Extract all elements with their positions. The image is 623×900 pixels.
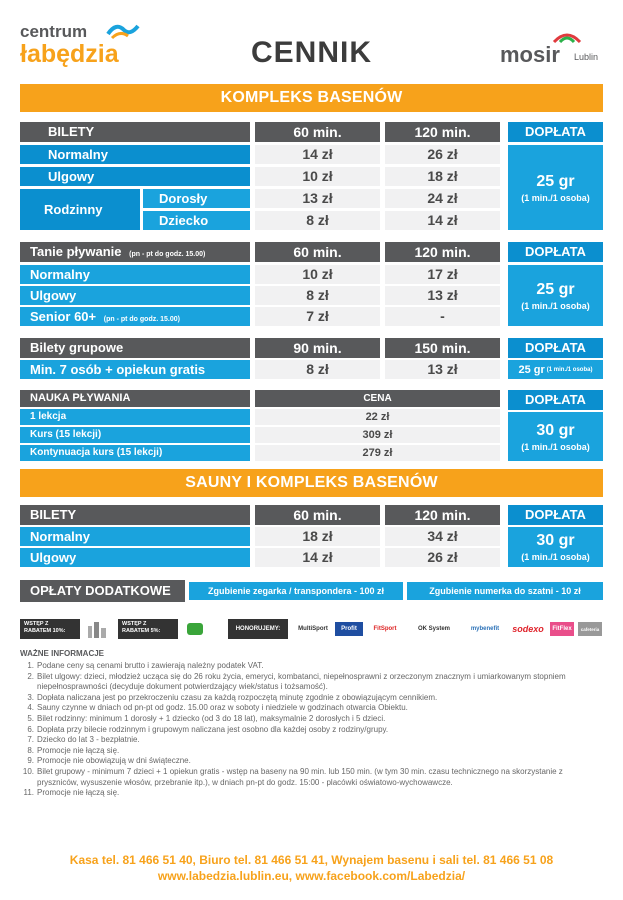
note-number: 5. <box>27 713 34 723</box>
s4-row-3: Kontynuacja kurs (15 lekcji) <box>20 445 250 461</box>
s3-grupowe-90: 8 zł <box>255 360 380 379</box>
s5-ulgowy-60: 14 zł <box>255 548 380 567</box>
s1-row-dorosly: Dorosły <box>143 189 250 208</box>
s5-row-ulgowy: Ulgowy <box>20 548 250 567</box>
s2-dop-note: (1 min./1 osoba) <box>521 300 590 311</box>
note-item <box>20 661 600 672</box>
s5-row-normalny: Normalny <box>20 527 250 546</box>
s1-row-normalny: Normalny <box>20 145 250 164</box>
page-title: CENNIK <box>250 36 372 69</box>
s5-normalny-120: 34 zł <box>385 527 500 546</box>
note-text: Dziecko do lat 3 - bezpłatnie. <box>37 735 140 745</box>
s4-price-3: 279 zł <box>255 445 500 461</box>
fee-ticket: Zgubienie numerka do szatni - 10 zł <box>407 582 603 600</box>
s1-dorosly-120: 24 zł <box>385 189 500 208</box>
note-text: Promocje nie łączą się. <box>37 745 120 755</box>
s4-price-1: 22 zł <box>255 409 500 425</box>
fees-label: OPŁATY DODATKOWE <box>20 580 185 602</box>
honor-label: HONORUJEMY: <box>228 619 288 639</box>
note-text: Dopłata naliczana jest po przekroczeniu czasu za każdą rozpoczętą minutę zgodnie z obowiązującym cennikiem. <box>37 692 438 702</box>
note-item <box>20 725 600 736</box>
s4-row-2: Kurs (15 lekcji) <box>20 427 250 443</box>
s2-dop-value: 25 gr <box>536 280 575 298</box>
note-text: Sauny czynne w dniach od pn-pt od godz. 15.00 oraz w soboty i niedziele w godzinach otwarcia Obiektu. <box>37 703 408 713</box>
note-item <box>20 693 600 704</box>
note-text: Promocje nie łączą się. <box>37 788 120 798</box>
notes-title: WAŻNE INFORMACJE <box>20 649 104 658</box>
s2-col1: 60 min. <box>255 242 380 262</box>
s4-price-2: 309 zł <box>255 427 500 443</box>
note-text: Promocje nie obowiązują w dni świąteczne. <box>37 756 191 766</box>
s1-dorosly-60: 13 zł <box>255 189 380 208</box>
s5-dop-value: 30 gr <box>536 532 575 549</box>
note-text: Bilet rodzinny: minimum 1 dorosły + 1 dziecko (od 3 do 18 lat), maksymalnie 2 dorosłych i 5 dzieci. <box>37 713 386 723</box>
s4-dop-note: (1 min./1 osoba) <box>521 441 590 452</box>
logo-text-line2: łabędzia <box>20 40 119 68</box>
s5-col2: 120 min. <box>385 505 500 525</box>
s5-col1: 60 min. <box>255 505 380 525</box>
note-number: 1. <box>27 661 34 670</box>
discount-10-label: WSTĘP Z RABATEM 10%: <box>20 619 80 639</box>
s3-dop-note: (1 min./1 osoba) <box>546 366 593 373</box>
note-number: 3. <box>27 692 34 702</box>
s3-col1: 90 min. <box>255 338 380 358</box>
s1-header-label: BILETY <box>20 122 250 142</box>
brand-fitsport: FitSport <box>373 626 397 632</box>
s2-header-title: Tanie pływanie <box>30 244 122 259</box>
s2-dop-label: DOPŁATA <box>508 242 603 262</box>
s2-normalny-60: 10 zł <box>255 265 380 284</box>
brand-sodexo: sodexo <box>512 624 544 634</box>
s2-dop-body <box>508 265 603 326</box>
footer-links[interactable]: www.labedzia.lublin.eu, www.facebook.com/Labedzia/ <box>157 869 466 883</box>
s2-row-senior <box>20 307 250 326</box>
logo-centrum-labedzia <box>20 20 150 70</box>
s4-header-label: NAUKA PŁYWANIA <box>20 390 250 407</box>
partner-badge-icon <box>186 620 204 638</box>
note-number: 2. <box>27 671 34 681</box>
s5-dop-note: (1 min./1 osoba) <box>521 552 590 562</box>
mosir-subtext: Lublin <box>574 52 599 62</box>
s2-header-label <box>20 242 250 262</box>
s2-senior-label: Senior 60+ <box>30 309 97 324</box>
s4-dop-body <box>508 412 603 461</box>
s4-dop-value: 30 gr <box>536 421 575 439</box>
s1-dziecko-120: 14 zł <box>385 211 500 230</box>
s5-normalny-60: 18 zł <box>255 527 380 546</box>
s3-dop-body <box>508 360 603 379</box>
note-item <box>20 788 600 799</box>
s1-ulgowy-60: 10 zł <box>255 167 380 186</box>
s4-dop-label: DOPŁATA <box>508 390 603 410</box>
mosir-text: mosir <box>500 42 560 67</box>
s3-header-label: Bilety grupowe <box>20 338 250 358</box>
s5-dop-body <box>508 527 603 567</box>
s1-dop-body <box>508 145 603 230</box>
s3-col2: 150 min. <box>385 338 500 358</box>
s1-col2: 120 min. <box>385 122 500 142</box>
brand-profit: Profit <box>335 622 363 636</box>
s3-dop-value: 25 gr <box>518 363 545 376</box>
s1-dop-value: 25 gr <box>536 172 575 190</box>
s4-row-1: 1 lekcja <box>20 409 250 425</box>
note-number: 8. <box>27 745 34 755</box>
note-number: 9. <box>27 756 34 766</box>
s1-normalny-120: 26 zł <box>385 145 500 164</box>
s2-senior-note: (pn - pt do godz. 15.00) <box>103 316 180 323</box>
note-item <box>20 714 600 725</box>
discount-5-label: WSTĘP Z RABATEM 5%: <box>118 619 178 639</box>
logo-text-line1: centrum <box>20 22 88 41</box>
brand-cafeteria: cafeteria <box>578 622 602 636</box>
note-item <box>20 672 600 693</box>
note-text: Podane ceny są cenami brutto i zawierają należny podatek VAT. <box>37 661 264 670</box>
s3-row-grupowe: Min. 7 osób + opiekun gratis <box>20 360 250 379</box>
s1-row-dziecko: Dziecko <box>143 211 250 230</box>
footer-phones: Kasa tel. 81 466 51 40, Biuro tel. 81 466 51 41, Wynajem basenu i sali tel. 81 466 51 08 <box>69 853 554 867</box>
note-number: 10. <box>22 766 34 776</box>
banner-kompleks-basenow: KOMPLEKS BASENÓW <box>20 84 603 112</box>
s5-header-label: BILETY <box>20 505 250 525</box>
s4-col-cena: CENA <box>255 390 500 407</box>
partner-building-icon <box>86 620 110 638</box>
s3-grupowe-150: 13 zł <box>385 360 500 379</box>
note-item <box>20 746 600 757</box>
s3-dop-label: DOPŁATA <box>508 338 603 358</box>
logo-mosir <box>496 30 606 70</box>
note-item <box>20 735 600 746</box>
s2-row-ulgowy: Ulgowy <box>20 286 250 305</box>
fee-watch: Zgubienie zegarka / transpondera - 100 zł <box>189 582 403 600</box>
s1-dop-label: DOPŁATA <box>508 122 603 142</box>
s1-col1: 60 min. <box>255 122 380 142</box>
s1-row-rodzinny: Rodzinny <box>20 189 140 230</box>
note-number: 7. <box>27 735 34 745</box>
note-text: Dopłata przy bilecie rodzinnym i grupowym naliczana jest osobno dla każdej osoby z rodziny/grupy. <box>37 724 389 734</box>
note-text: Bilet grupowy - minimum 7 dzieci + 1 opiekun gratis - wstęp na baseny na 90 min. lub 150 min. (w tym 30 min. czasu technicznego na skorzystanie z pryszniców, wysuszenie włosów, przebranie itp.), w dniach pn-pt do godz. 15:00 - placówki oświatowo-wychowawcze. <box>37 766 563 787</box>
brand-fitflex: FitFlex <box>550 622 574 636</box>
s1-ulgowy-120: 18 zł <box>385 167 500 186</box>
s1-dziecko-60: 8 zł <box>255 211 380 230</box>
note-item <box>20 703 600 714</box>
s2-senior-120: - <box>385 307 500 326</box>
brand-mybenefit: mybenefit <box>470 626 500 632</box>
brand-oksystem: OK System <box>417 626 450 632</box>
s1-dop-note: (1 min./1 osoba) <box>521 192 590 203</box>
s2-ulgowy-120: 13 zł <box>385 286 500 305</box>
note-item <box>20 756 600 767</box>
brand-multisport: MultiSport <box>298 626 328 632</box>
s1-normalny-60: 14 zł <box>255 145 380 164</box>
banner-sauny: SAUNY I KOMPLEKS BASENÓW <box>20 469 603 497</box>
swan-wave-icon <box>106 20 140 40</box>
s2-row-normalny: Normalny <box>20 265 250 284</box>
note-number: 4. <box>27 703 34 713</box>
s2-header-note: (pn - pt do godz. 15.00) <box>129 251 206 258</box>
note-number: 11. <box>23 788 34 798</box>
s2-ulgowy-60: 8 zł <box>255 286 380 305</box>
s2-col2: 120 min. <box>385 242 500 262</box>
s2-normalny-120: 17 zł <box>385 265 500 284</box>
note-text: Bilet ulgowy: dzieci, młodzież ucząca się do 26 roku życia, emeryci, kombatanci, niepełnosprawni z orzeczonym znacznym i umiarkowanym stopniem niepełnosprawności (decyduje dokument potwierdzający wiek/status i tożsamość). <box>37 671 566 692</box>
notes-list <box>20 661 600 799</box>
note-number: 6. <box>27 724 34 734</box>
s5-ulgowy-120: 26 zł <box>385 548 500 567</box>
note-item <box>20 767 600 788</box>
s5-dop-label: DOPŁATA <box>508 505 603 525</box>
s2-senior-60: 7 zł <box>255 307 380 326</box>
s1-row-ulgowy: Ulgowy <box>20 167 250 186</box>
